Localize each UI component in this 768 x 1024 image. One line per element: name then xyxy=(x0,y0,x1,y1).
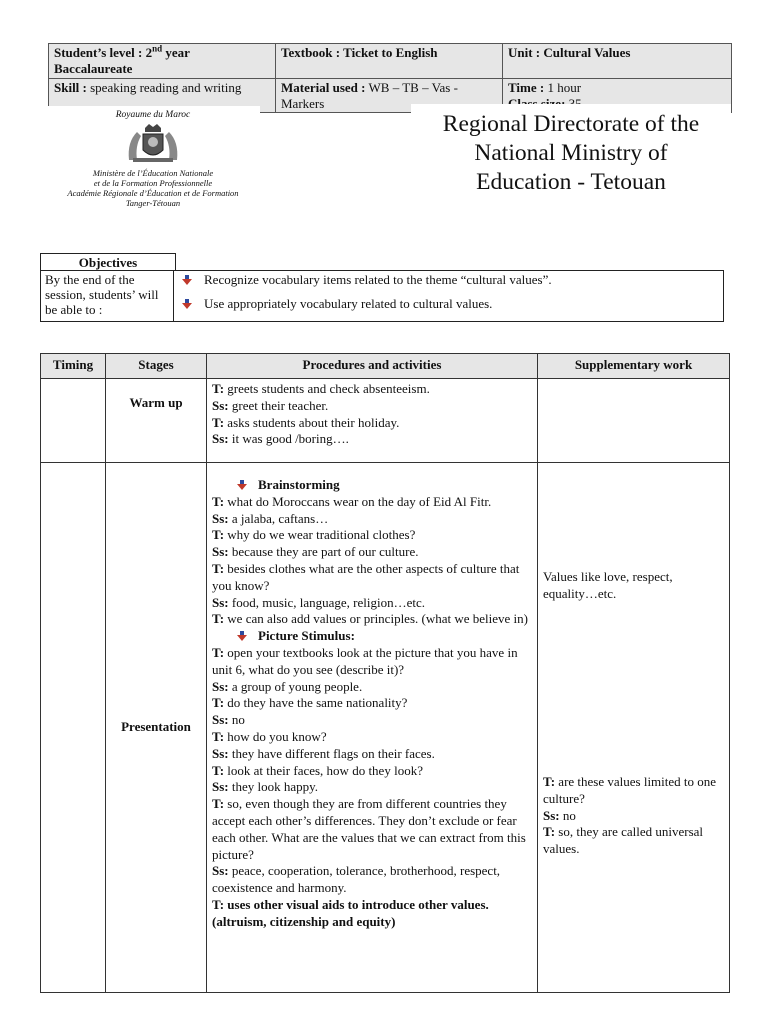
line-text: they look happy. xyxy=(228,779,319,795)
arrow-bullet-icon xyxy=(236,630,248,642)
directorate-line-1: Regional Directorate of the xyxy=(442,111,700,137)
line-text: a jalaba, caftans… xyxy=(228,510,329,526)
speaker: T: xyxy=(212,381,225,396)
picture-stimulus-label: Picture Stimulus: xyxy=(258,628,355,644)
objectives-intro: By the end of the session, students’ will be able to : xyxy=(41,271,174,322)
speaker: T: xyxy=(212,695,225,711)
ministry-logo xyxy=(46,106,260,218)
speaker: T: xyxy=(212,728,225,744)
arrow-bullet-icon xyxy=(181,274,193,286)
lesson-plan-table xyxy=(40,353,730,993)
directorate-line-2: National Ministry of xyxy=(474,140,668,166)
line-text: peace, cooperation, tolerance, brotherhood, respect, coexistence and harmony. xyxy=(212,863,501,896)
speaker: T: xyxy=(212,560,225,576)
line-text: look at their faces, how do they look? xyxy=(224,762,423,778)
presentation-supplementary xyxy=(538,463,730,993)
student-level-sup: nd xyxy=(152,43,163,54)
stage-presentation: Presentation xyxy=(106,463,207,993)
line-text: food, music, language, religion…etc. xyxy=(228,594,426,610)
objectives-table xyxy=(40,270,724,322)
dialogue-line xyxy=(212,611,532,628)
speaker: T: xyxy=(212,527,225,543)
line-text: a group of young people. xyxy=(228,678,363,694)
dialogue-line xyxy=(212,595,532,612)
picture-stimulus-heading xyxy=(212,628,532,645)
line-text: greet their teacher. xyxy=(228,397,329,413)
dialogue-line xyxy=(212,779,532,796)
line-text: why do we wear traditional clothes? xyxy=(224,527,416,543)
header-procedures: Procedures and activities xyxy=(207,354,538,379)
textbook-label: Textbook : Ticket to English xyxy=(281,45,438,60)
dialogue-line xyxy=(212,527,532,544)
speaker: Ss: xyxy=(212,431,229,447)
arrow-bullet-icon xyxy=(236,479,248,491)
coat-of-arms-icon xyxy=(123,122,183,164)
dialogue-line xyxy=(212,729,532,746)
line-text: what do Moroccans wear on the day of Eid Al Fitr. xyxy=(224,493,492,509)
line-text: besides clothes what are the other aspects of culture that you know? xyxy=(212,560,520,593)
brainstorming-heading xyxy=(212,477,532,494)
speaker: T: xyxy=(212,762,225,778)
objectives-heading: Objectives xyxy=(40,253,176,271)
speaker: Ss: xyxy=(212,544,229,560)
speaker: Ss: xyxy=(212,510,229,526)
dialogue-line xyxy=(543,774,723,808)
dialogue-line xyxy=(212,645,532,679)
dialogue-line xyxy=(212,494,532,511)
dialogue-line xyxy=(212,544,532,561)
dialogue-line xyxy=(212,398,532,415)
table-row xyxy=(41,379,730,463)
speaker: Ss: xyxy=(212,779,229,795)
table-row xyxy=(41,463,730,993)
supp-values-note: Values like love, respect, equality…etc. xyxy=(543,569,673,601)
student-level-value: Baccalaureate xyxy=(54,61,133,76)
logo-line-3: Académie Régionale d’Éducation et de Formation xyxy=(67,188,239,198)
supp-universal-values xyxy=(543,774,723,858)
header-supplementary: Supplementary work xyxy=(538,354,730,379)
dialogue-line xyxy=(212,415,532,432)
dialogue-line xyxy=(212,695,532,712)
speaker: T: xyxy=(212,644,225,660)
dialogue-line xyxy=(212,712,532,729)
line-text: do they have the same nationality? xyxy=(224,695,408,711)
objective-text-2: Use appropriately vocabulary related to cultural values. xyxy=(204,296,493,311)
line-text: so, even though they are from different countries they accept each other’s differences. They don’t exclude or fear each other. What are the values that we can extract from this picture? xyxy=(212,796,526,862)
brainstorming-label: Brainstorming xyxy=(258,477,340,492)
unit-cell xyxy=(503,44,732,79)
dialogue-line xyxy=(543,824,723,858)
dialogue-line xyxy=(543,808,723,825)
speaker: T: xyxy=(212,414,225,430)
timing-cell xyxy=(41,463,106,993)
speaker: Ss: xyxy=(212,863,229,879)
objective-item xyxy=(204,272,719,287)
dialogue-line xyxy=(212,561,532,595)
warmup-procedures xyxy=(207,379,538,463)
line-text: they have different flags on their faces. xyxy=(228,745,435,761)
speaker: T: xyxy=(543,824,556,840)
student-level-suffix: year xyxy=(162,45,190,60)
objective-text-1: Recognize vocabulary items related to the theme “cultural values”. xyxy=(204,272,552,287)
student-level-cell xyxy=(49,44,276,79)
speaker: Ss: xyxy=(543,807,560,823)
directorate-title xyxy=(411,104,731,210)
logo-line-1: Ministère de l’Éducation Nationale xyxy=(92,168,214,178)
student-level-label: Student’s level : 2 xyxy=(54,45,153,60)
line-text: asks students about their holiday. xyxy=(224,414,400,430)
speaker: Ss: xyxy=(212,678,229,694)
header-timing: Timing xyxy=(41,354,106,379)
final-instruction: T: uses other visual aids to introduce other values. (altruism, citizenship and equity) xyxy=(212,896,489,929)
warmup-supplementary xyxy=(538,379,730,463)
arrow-bullet-icon xyxy=(181,298,193,310)
presentation-procedures xyxy=(207,463,538,993)
stage-warm-up: Warm up xyxy=(106,379,207,463)
logo-royaume-text: Royaume du Maroc xyxy=(115,110,191,120)
dialogue-line xyxy=(212,763,532,780)
line-text: because they are part of our culture. xyxy=(228,544,419,560)
skill-value: speaking reading and writing xyxy=(86,80,242,95)
speaker: T: xyxy=(543,774,556,789)
speaker: T: xyxy=(212,493,225,509)
speaker: Ss: xyxy=(212,397,229,413)
line-text: greets students and check absenteeism. xyxy=(224,381,430,396)
dialogue-line xyxy=(212,381,532,398)
objectives-list xyxy=(174,271,724,322)
dialogue-line xyxy=(212,746,532,763)
time-value: 1 hour xyxy=(544,80,582,95)
unit-label: Unit : Cultural Values xyxy=(508,45,631,60)
material-value: WB – TB – Vas - Markers xyxy=(281,80,458,111)
line-text: are these values limited to one culture? xyxy=(543,774,717,806)
dialogue-line xyxy=(212,863,532,897)
directorate-line-3: Education - Tetouan xyxy=(476,169,666,195)
logo-line-4: Tanger-Tétouan xyxy=(125,198,181,208)
line-text: no xyxy=(228,712,245,728)
time-label: Time : xyxy=(508,80,545,95)
timing-cell xyxy=(41,379,106,463)
textbook-cell xyxy=(276,44,503,79)
logo-line-2: et de la Formation Professionnelle xyxy=(93,178,213,188)
dialogue-line xyxy=(212,511,532,528)
speaker: Ss: xyxy=(212,745,229,761)
line-text: so, they are called universal values. xyxy=(543,824,704,857)
line-text: open your textbooks look at the picture that you have in unit 6, what do you see (describe it)? xyxy=(212,644,518,677)
dialogue-line xyxy=(212,679,532,696)
speaker: Ss: xyxy=(212,712,229,728)
header-stages: Stages xyxy=(106,354,207,379)
line-text: we can also add values or principles. (what we believe in) xyxy=(224,611,528,627)
lesson-info-table xyxy=(48,43,732,113)
dialogue-line xyxy=(212,796,532,863)
material-label: Material used : xyxy=(281,80,366,95)
speaker: Ss: xyxy=(212,594,229,610)
line-text: no xyxy=(559,807,576,823)
speaker: T: xyxy=(212,611,225,627)
skill-label: Skill : xyxy=(54,80,87,95)
line-text: how do you know? xyxy=(224,728,327,744)
speaker: T: xyxy=(212,796,225,812)
line-text: it was good /boring…. xyxy=(228,431,349,447)
objective-item xyxy=(204,296,719,311)
dialogue-line xyxy=(212,431,532,448)
